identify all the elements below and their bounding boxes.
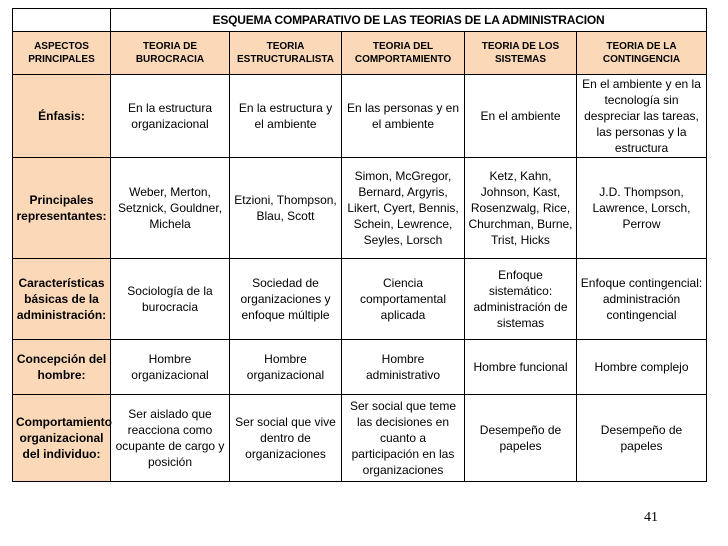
table-cell: Ketz, Kahn, Johnson, Kast, Rosenzwalg, Rice, Churchman, Burne, Trist, Hicks [465, 158, 577, 259]
table-cell: En las personas y en el ambiente [342, 75, 465, 158]
row-label: Características básicas de la administración: [13, 259, 111, 340]
comparison-table [12, 8, 707, 482]
table-cell: Hombre complejo [577, 340, 707, 395]
table-row-concepcion [13, 340, 707, 395]
header-contingencia: TEORIA DE LA CONTINGENCIA [577, 32, 707, 75]
table-row-comportamiento [13, 395, 707, 482]
header-estructuralista: TEORIA ESTRUCTURALISTA [230, 32, 342, 75]
table-cell: J.D. Thompson, Lawrence, Lorsch, Perrow [577, 158, 707, 259]
row-label: Principales representantes: [13, 158, 111, 259]
table-cell: Hombre organizacional [111, 340, 230, 395]
title-row [13, 9, 707, 32]
header-row [13, 32, 707, 75]
page-number: 41 [644, 510, 658, 525]
table-cell: Ciencia comportamental aplicada [342, 259, 465, 340]
row-label: Comportamiento organizacional del individuo: [13, 395, 111, 482]
table-cell: En la estructura organizacional [111, 75, 230, 158]
table-cell: Hombre administrativo [342, 340, 465, 395]
table-cell: Ser aislado que reacciona como ocupante de cargo y posición [111, 395, 230, 482]
table-row-enfasis [13, 75, 707, 158]
header-sistemas: TEORIA DE LOS SISTEMAS [465, 32, 577, 75]
header-burocracia: TEORIA DE BUROCRACIA [111, 32, 230, 75]
header-comportamiento: TEORIA DEL COMPORTAMIENTO [342, 32, 465, 75]
table-cell: Desempeño de papeles [577, 395, 707, 482]
corner-cell [13, 9, 111, 32]
header-aspectos: ASPECTOS PRINCIPALES [13, 32, 111, 75]
row-label: Concepción del hombre: [13, 340, 111, 395]
table-cell: Sociología de la burocracia [111, 259, 230, 340]
table-row-representantes [13, 158, 707, 259]
table-cell: Ser social que vive dentro de organizaciones [230, 395, 342, 482]
table-cell: Ser social que teme las decisiones en cuanto a participación en las organizaciones [342, 395, 465, 482]
table-cell: Enfoque sistemático: administración de sistemas [465, 259, 577, 340]
table-cell: Sociedad de organizaciones y enfoque múltiple [230, 259, 342, 340]
table-cell: En el ambiente [465, 75, 577, 158]
table-row-caracteristicas [13, 259, 707, 340]
table-title: ESQUEMA COMPARATIVO DE LAS TEORIAS DE LA ADMINISTRACION [111, 9, 707, 32]
row-label: Énfasis: [13, 75, 111, 158]
table-cell: En la estructura y el ambiente [230, 75, 342, 158]
table-cell: Desempeño de papeles [465, 395, 577, 482]
table-cell: Etzioni, Thompson, Blau, Scott [230, 158, 342, 259]
table-cell: Weber, Merton, Setznick, Gouldner, Michela [111, 158, 230, 259]
table-cell: Simon, McGregor, Bernard, Argyris, Likert, Cyert, Bennis, Schein, Lewrence, Seyles, Lorsch [342, 158, 465, 259]
table-cell: Hombre organizacional [230, 340, 342, 395]
table-cell: Hombre funcional [465, 340, 577, 395]
table-cell: En el ambiente y en la tecnología sin despreciar las tareas, las personas y la estructura [577, 75, 707, 158]
table-cell: Enfoque contingencial: administración contingencial [577, 259, 707, 340]
